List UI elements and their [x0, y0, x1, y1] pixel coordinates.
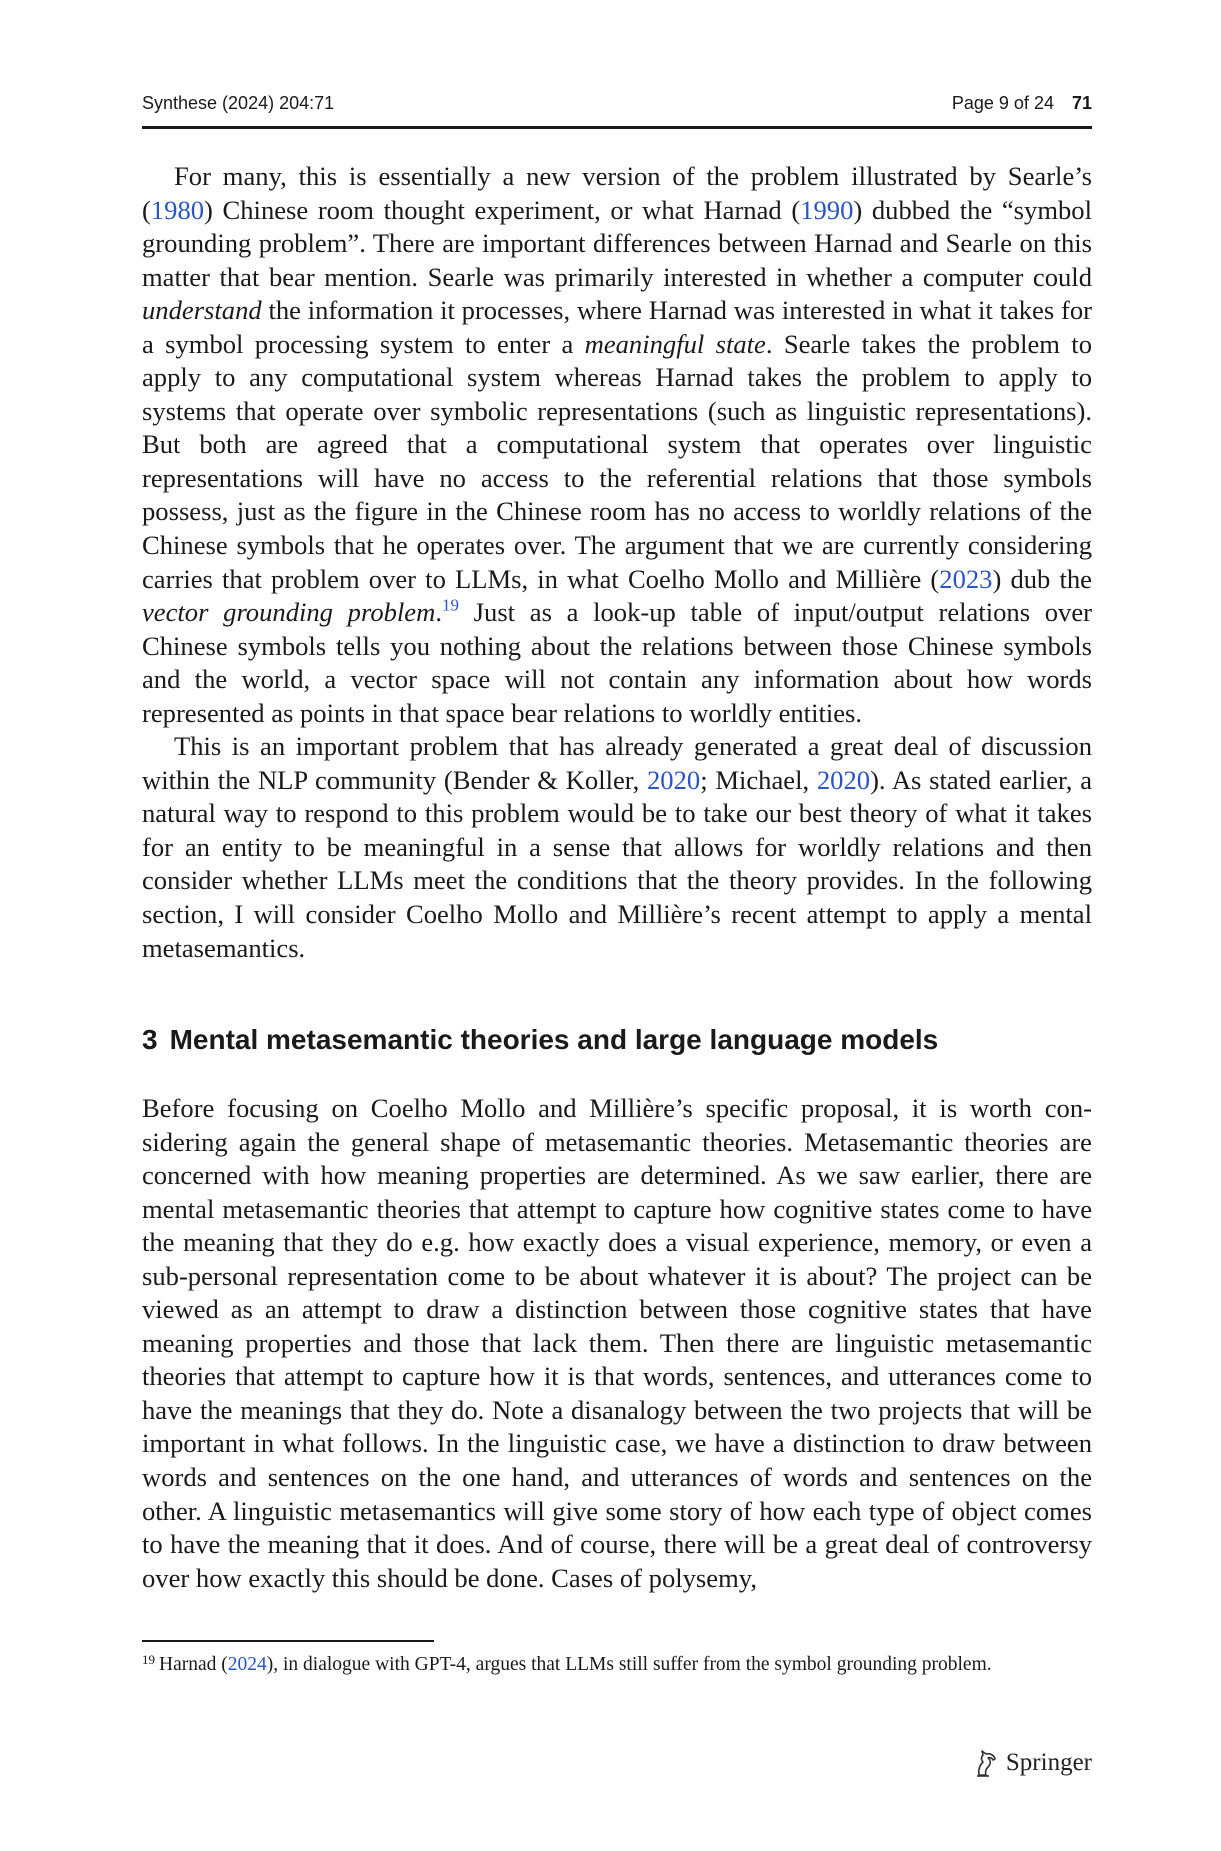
- footnote-rule: [142, 1640, 434, 1642]
- section-title: Mental metasemantic theories and large language models: [169, 1024, 939, 1055]
- citation-link[interactable]: 2020: [816, 764, 871, 795]
- springer-horse-icon: [973, 1748, 999, 1778]
- citation-link[interactable]: 2023: [939, 563, 993, 594]
- text-run: . Searle takes the problem to apply to any computational system whereas Harnad takes the problem to apply to systems that operate over symbolic representations (such as linguistic representations). But both are agreed that a computational system that operates over linguistic representations will have no access to the referential relations that those symbols possess, just as the figure in the Chinese room has no access to worldly relations of the Chinese symbols that he operates over. The argument that we are currently considering carries that problem over to LLMs, in what Coelho Mollo and Millière: [142, 328, 1092, 594]
- footnote-text: Harnad (: [159, 1654, 228, 1675]
- footnote-number: 19: [142, 1651, 155, 1667]
- body-text-top: [142, 160, 1092, 965]
- text-run: ) dubbed the “symbol grounding problem”. There are important differences between Harnad and Searle on this matter that bear mention. Searle was primarily interested in whether a computer could: [142, 194, 1092, 292]
- publisher-name: Springer: [1005, 1749, 1092, 1776]
- footnote-marker-link[interactable]: 19: [441, 595, 459, 615]
- page-indicator: [952, 93, 1092, 114]
- emphasis-text: understand: [142, 295, 262, 326]
- citation-link[interactable]: 2024: [227, 1654, 267, 1675]
- section-number: 3: [142, 1024, 158, 1055]
- paragraph-1: For many, this is essentially a new version of the problem illustrated by Searle’s (1980) Chinese room thought experiment, or what Harnad (1990) dubbed the “symbol grounding problem”. There are important differences between Harnad and Searle on this matter that bear mention. Searle was primarily interested in whether a computer could understand the information it processes, where Harnad was interested in what it takes for a symbol processing system to enter a meaningful state. Searle takes the problem to apply to any computational system whereas Harnad takes the problem to apply to systems that operate over symbolic representations (such as linguistic representations). But both are agreed that a computational system that operates over linguistic representations will have no access to the referential relations that those symbols possess, just as the figure in the Chinese room has no access to worldly relations of the Chinese symbols that he operates over. The argument that we are currently considering carries that problem over to LLMs, in what Coelho Mollo and Millière (2023) dub the vector grounding problem.$^{19}$ Just as a look-up table of input/output relations over Chinese symbols tells you nothing about the relations between those Chinese symbols and the world, a vector space will not contain any information about how words represented as points in that space bear relations to worldly entities.: [142, 161, 1092, 728]
- text-run: ). As stated earlier, a natural way to respond to this problem would be to take our best theory of what it takes for an entity to be meaningful in a sense that allows for worldly relations and then consider whether LLMs meet the conditions that the theory provides. In the following section, I will consider Coelho Mollo and Millière’s recent attempt to apply a mental metasemantics.: [142, 764, 1092, 963]
- emphasis-text: meaningful state: [584, 328, 766, 359]
- paragraph-3: Before focusing on Coelho Mollo and Millière’s specific proposal, it is worth considering again the general shape of metasemantic theories. Metasemantic theories are concerned with how meaning properties are determined. As we saw earlier, there are mental metasemantic theories that attempt to capture how cognitive states come to have the meaning that they do e.g. how exactly does a visual experience, memory, or even a sub-personal representation come to be about whatever it is about? The project can be viewed as an attempt to draw a distinction between those cognitive states that have meaning properties and those that lack them. Then there are linguistic metasemantic theories that attempt to capture how it is that words, sentences, and utterances come to have the meanings that they do. Note a disanalogy between the two projects that will be important in what follows. In the linguistic case, we have a distinction to draw between words and sentences on the one hand, and utterances of words and sentences on the other. A linguistic metasemantics will give some story of how each type of object comes to have the meaning that it does. And of course, there will be a great deal of controversy over how exactly this should be done. Cases of polysemy,: [142, 1093, 1092, 1593]
- text-run: Just as a look-up table of input/output relations over Chinese symbols tells you nothing about the relations between those Chinese symbols and the world, a vector space will not contain any information about how words represented as points in that space bear relations to worldly entities.: [142, 597, 1092, 728]
- body-text-bottom: [142, 1092, 1092, 1595]
- citation-link[interactable]: 1980: [150, 194, 205, 225]
- text-run: ) Chinese room thought experiment, or what Harnad (: [204, 194, 801, 225]
- header-rule: [142, 126, 1092, 129]
- page-of: Page 9 of 24: [951, 93, 1054, 113]
- paragraph-2: [142, 730, 1092, 965]
- text-run: ) dub the: [992, 563, 1092, 594]
- running-header: [142, 88, 1092, 120]
- text-run: For many, this is essentially a new version of the problem illustrated by Searle’s: [174, 161, 1092, 191]
- section-heading: [142, 1024, 1092, 1056]
- emphasis-text: vector grounding problem: [142, 597, 436, 628]
- citation-link[interactable]: 2020: [647, 764, 701, 795]
- footnote-text: ), in dialogue with GPT-4, argues that LLMs still suffer from the symbol grounding problem.: [266, 1654, 992, 1675]
- text-run: the information it processes, where Harnad was interested in what it takes for a symbol processing system to enter a: [142, 295, 1092, 359]
- journal-citation: Synthese (2024) 204:71: [142, 93, 335, 113]
- footnote: [142, 1652, 1092, 1678]
- page-number: 71: [1071, 93, 1092, 113]
- text-run: This is an important problem that has already generated a great deal of discussion within the NLP community (Bender & Koller,: [142, 731, 1092, 795]
- publisher-logo: [973, 1745, 1092, 1781]
- text-run: ; Michael,: [700, 764, 817, 795]
- citation-link[interactable]: 1990: [800, 194, 854, 225]
